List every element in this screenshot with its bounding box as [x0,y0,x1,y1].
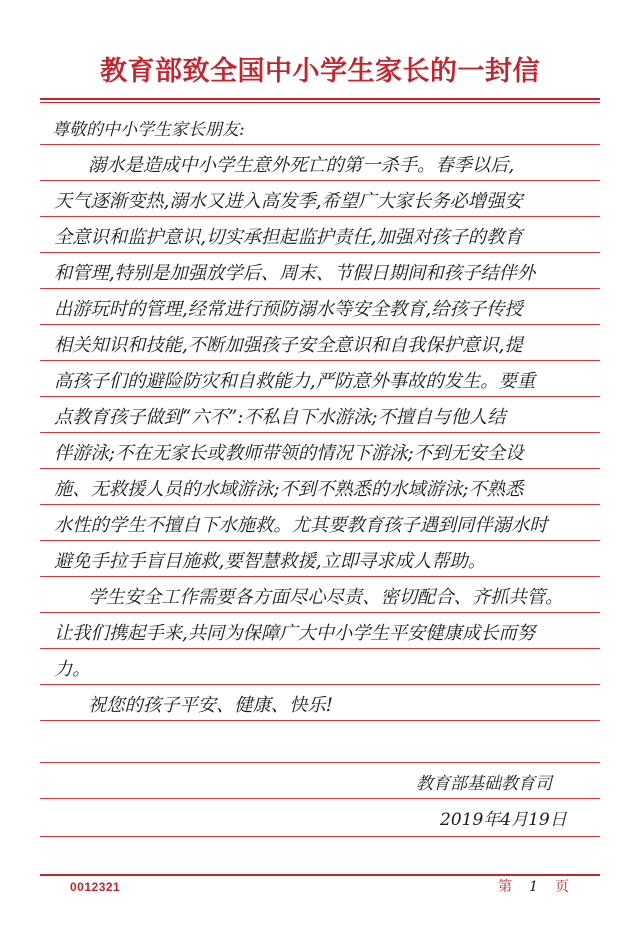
ruled-line [40,144,600,145]
body-line: 点教育孩子做到“六不”:不私自下水游泳;不擅自与他人结 [54,407,506,428]
body-line: 避免手拉手盲目施救,要智慧救援,立即寻求成人帮助。 [54,551,487,572]
title-rule-bottom [40,102,600,103]
body-line: 和管理,特别是加强放学后、周末、节假日期间和孩子结伴外 [54,263,536,284]
body-line: 伴游泳;不在无家长或教师带领的情况下游泳;不到无安全设 [54,443,524,464]
body-line: 出游玩时的管理,经常进行预防溺水等安全教育,给孩子传授 [54,299,523,320]
ruled-line [40,468,600,469]
ruled-line [40,540,600,541]
ruled-line [40,684,600,685]
body-line: 天气逐渐变热,溺水又进入高发季,希望广大家长务必增强安 [54,191,523,212]
closing-wish: 祝您的孩子平安、健康、快乐! [88,695,334,716]
signature: 教育部基础教育司 [416,774,552,794]
body-line: 全意识和监护意识,切实承担起监护责任,加强对孩子的教育 [54,227,523,248]
ruled-line [40,612,600,613]
body-line: 让我们携起手来,共同为保障广大中小学生平安健康成长而努 [54,623,536,644]
page-suffix: 页 [555,880,569,895]
ruled-line [40,396,600,397]
ruled-line [40,288,600,289]
title-rule-top [40,98,600,100]
body-line: 溺水是造成中小学生意外死亡的第一杀手。春季以后, [88,155,515,176]
body-line: 力。 [54,659,91,680]
document-code: 0012321 [70,880,121,894]
ruled-line [40,252,600,253]
body-line: 施、无救援人员的水域游泳;不到不熟悉的水域游泳;不熟悉 [54,479,524,500]
ruled-line [40,798,600,799]
body-line: 水性的学生不擅自下水施救。尤其要教育孩子遇到同伴溺水时 [54,515,548,536]
salutation: 尊敬的中小学生家长朋友: [52,120,245,140]
ruled-line [40,504,600,505]
letter-date: 2019年4月19日 [440,810,567,830]
ruled-line [40,576,600,577]
ruled-line [40,216,600,217]
ruled-line [40,648,600,649]
ruled-line [40,836,600,837]
page-number [498,876,569,896]
ruled-line [40,180,600,181]
page-prefix: 第 [498,880,512,895]
ruled-line [40,720,600,721]
ruled-line [40,360,600,361]
page-title: 教育部致全国中小学生家长的一封信 [100,56,540,87]
ruled-line [40,762,600,763]
ruled-line [40,432,600,433]
ruled-line [40,324,600,325]
page-number-value: 1 [529,879,538,895]
body-line: 相关知识和技能,不断加强孩子安全意识和自我保护意识,提 [54,335,523,356]
body-line: 高孩子们的避险防灾和自救能力,严防意外事故的发生。要重 [54,371,536,392]
body-line: 学生安全工作需要各方面尽心尽责、密切配合、齐抓共管。 [88,587,564,608]
